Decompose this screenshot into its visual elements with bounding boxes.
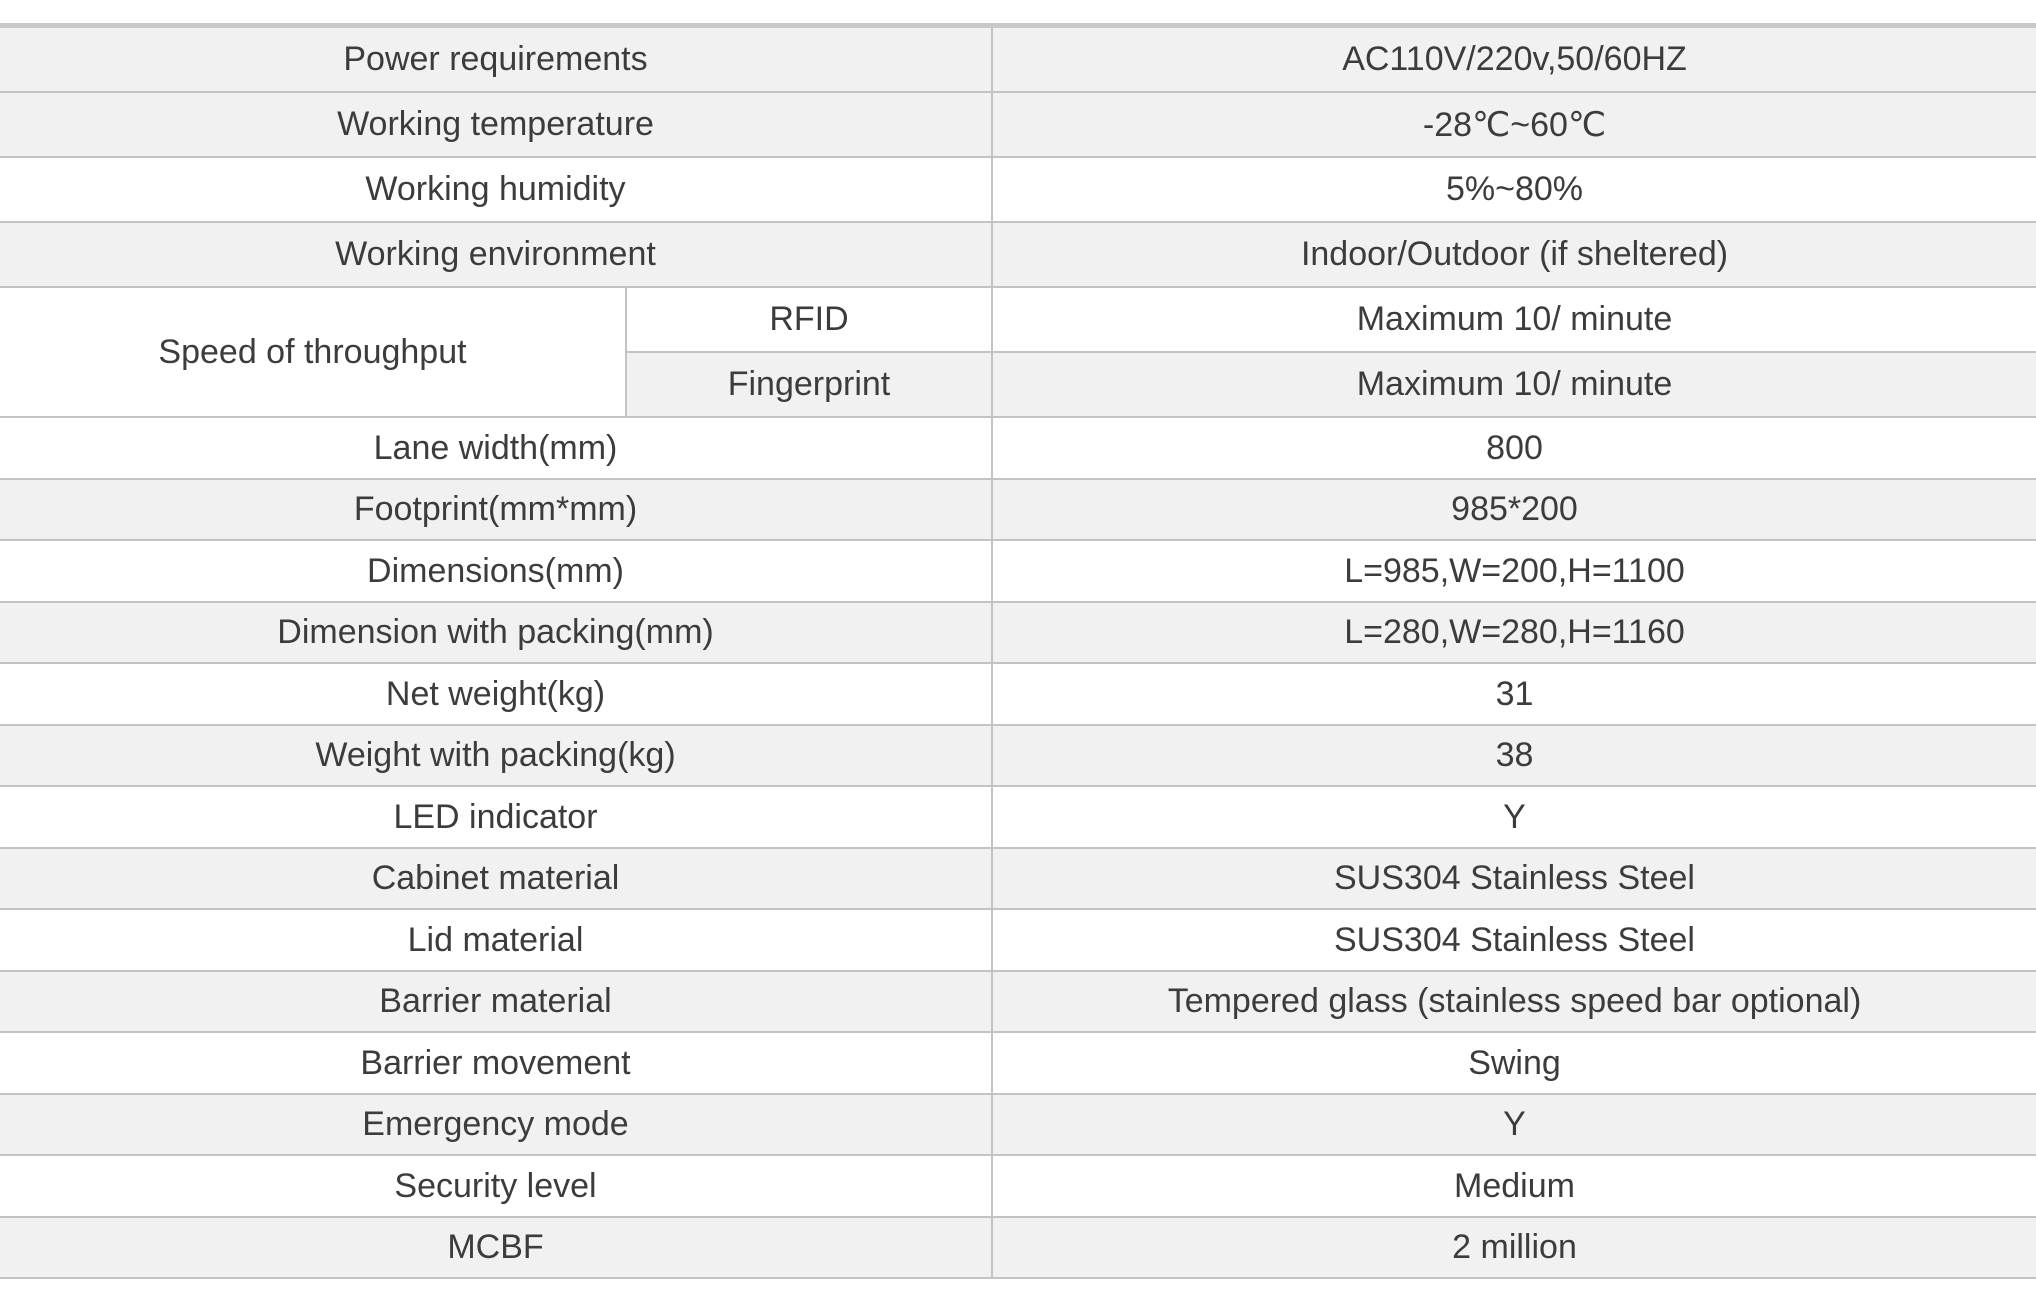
spec-label: Emergency mode <box>0 1094 992 1155</box>
spec-value: 985*200 <box>992 479 2036 540</box>
spec-label: Lane width(mm) <box>0 417 992 479</box>
spec-value: 5%~80% <box>992 157 2036 222</box>
table-row <box>0 287 2036 352</box>
table-row <box>0 786 2036 848</box>
spec-label: LED indicator <box>0 786 992 848</box>
table-row <box>0 848 2036 909</box>
spec-value: SUS304 Stainless Steel <box>992 848 2036 909</box>
spec-value: Tempered glass (stainless speed bar optional) <box>992 971 2036 1032</box>
spec-label: Power requirements <box>0 28 992 92</box>
table-row <box>0 602 2036 663</box>
spec-value: 2 million <box>992 1217 2036 1278</box>
spec-value: Swing <box>992 1032 2036 1094</box>
spec-label: MCBF <box>0 1217 992 1278</box>
table-row <box>0 1094 2036 1155</box>
spec-label: Barrier movement <box>0 1032 992 1094</box>
spec-value: AC110V/220v,50/60HZ <box>992 28 2036 92</box>
spec-value: Indoor/Outdoor (if sheltered) <box>992 222 2036 287</box>
spec-label: Working temperature <box>0 92 992 157</box>
table-row <box>0 92 2036 157</box>
spec-label: Working humidity <box>0 157 992 222</box>
spec-value: L=280,W=280,H=1160 <box>992 602 2036 663</box>
table-row <box>0 479 2036 540</box>
spec-label: Dimension with packing(mm) <box>0 602 992 663</box>
table-row <box>0 971 2036 1032</box>
spec-value: 38 <box>992 725 2036 786</box>
table-row <box>0 1155 2036 1217</box>
spec-label: Footprint(mm*mm) <box>0 479 992 540</box>
spec-value: -28℃~60℃ <box>992 92 2036 157</box>
spec-label: Security level <box>0 1155 992 1217</box>
table-row <box>0 663 2036 725</box>
spec-label: Weight with packing(kg) <box>0 725 992 786</box>
table-row <box>0 909 2036 971</box>
spec-table <box>0 28 2036 1279</box>
table-row <box>0 157 2036 222</box>
table-row <box>0 222 2036 287</box>
spec-value: Y <box>992 1094 2036 1155</box>
spec-label: Dimensions(mm) <box>0 540 992 602</box>
spec-value: 800 <box>992 417 2036 479</box>
table-row <box>0 540 2036 602</box>
spec-value: SUS304 Stainless Steel <box>992 909 2036 971</box>
spec-value: L=985,W=200,H=1100 <box>992 540 2036 602</box>
spec-label: Cabinet material <box>0 848 992 909</box>
spec-label-throughput: Speed of throughput <box>0 287 626 417</box>
spec-value: Maximum 10/ minute <box>992 287 2036 352</box>
table-row <box>0 725 2036 786</box>
spec-sub-label: RFID <box>626 287 992 352</box>
spec-label: Lid material <box>0 909 992 971</box>
spec-value: 31 <box>992 663 2036 725</box>
spec-value: Medium <box>992 1155 2036 1217</box>
table-row <box>0 417 2036 479</box>
spec-value: Maximum 10/ minute <box>992 352 2036 417</box>
table-row <box>0 28 2036 92</box>
table-row <box>0 1032 2036 1094</box>
table-row <box>0 1217 2036 1278</box>
spec-label: Barrier material <box>0 971 992 1032</box>
spec-value: Y <box>992 786 2036 848</box>
spec-sub-label: Fingerprint <box>626 352 992 417</box>
spec-label: Net weight(kg) <box>0 663 992 725</box>
spec-label: Working environment <box>0 222 992 287</box>
